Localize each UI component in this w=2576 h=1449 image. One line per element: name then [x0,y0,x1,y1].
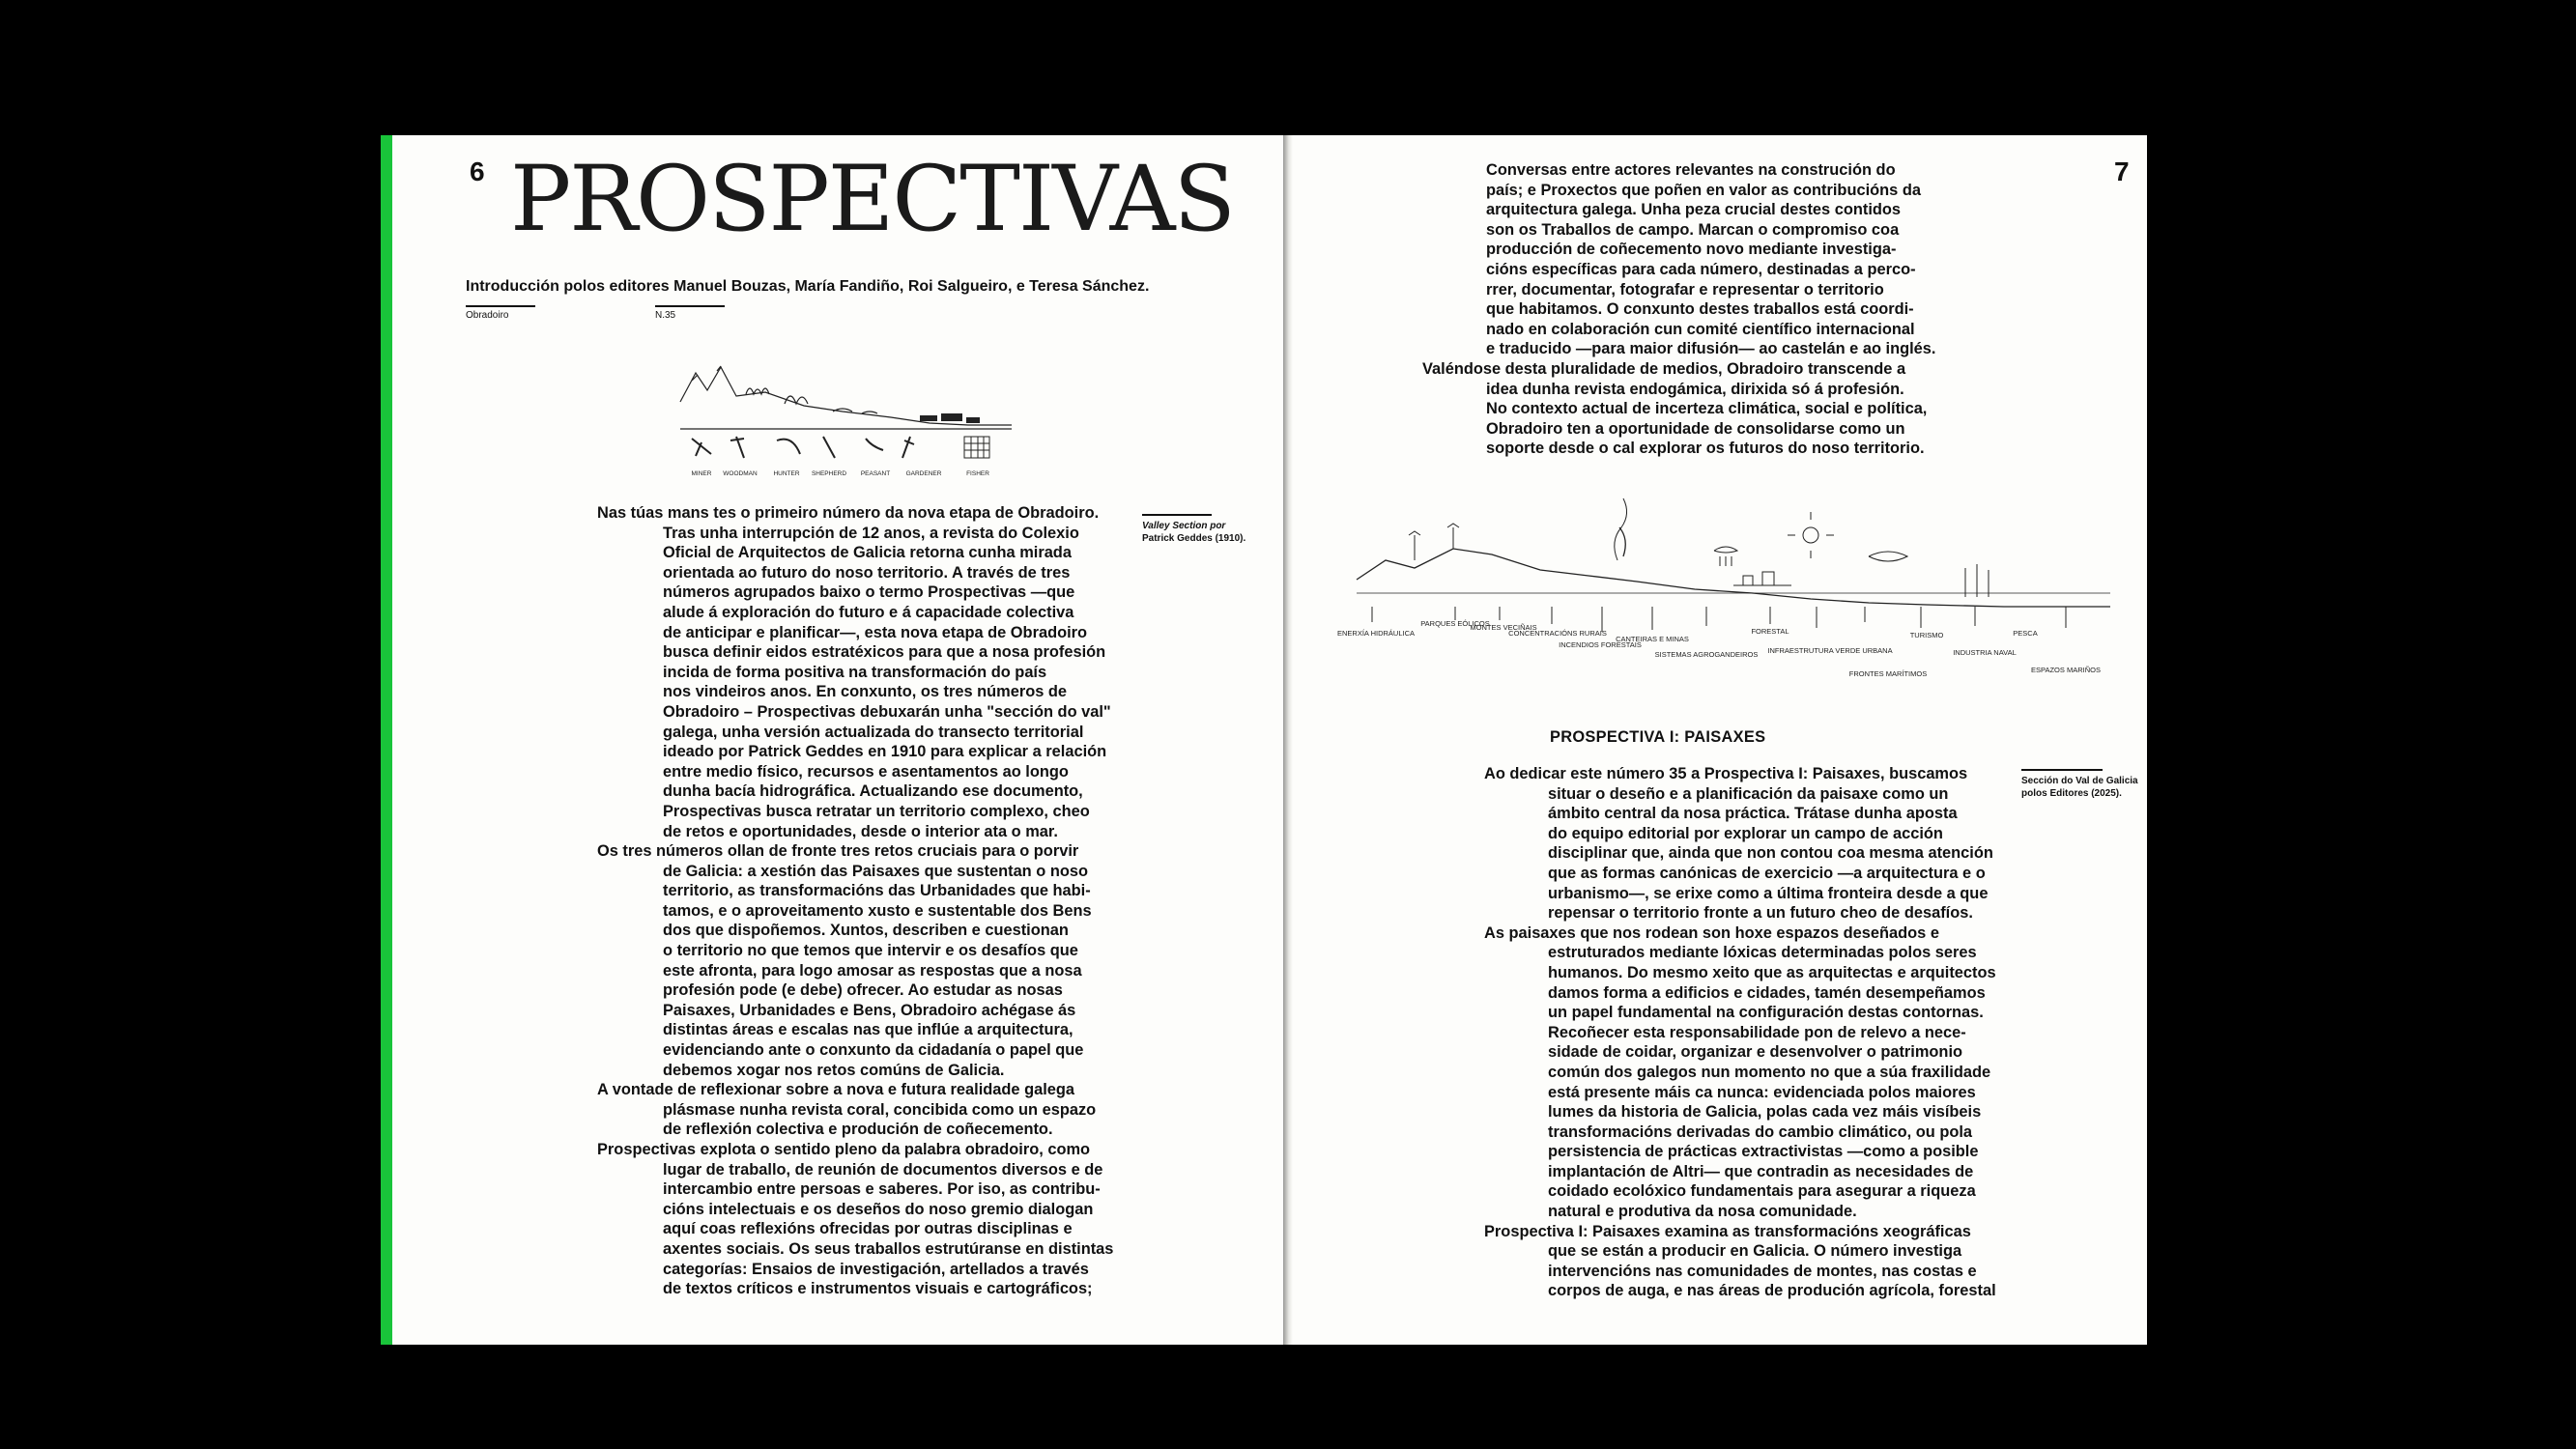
meta-publication: Obradoiro [466,305,535,321]
paragraph-line: alude á exploración do futuro e á capacidade colectiva [663,603,1074,621]
paragraph-line: axentes sociais. Os seus traballos estrutúranse en distintas [663,1239,1114,1258]
paragraph-line: galega, unha versión actualizada do transecto territorial [663,723,1084,741]
paragraph-line: idea dunha revista endogámica, dirixida só á profesión. [1486,380,1904,398]
paragraph-line: humanos. Do mesmo xeito que as arquitectas e arquitectos [1548,963,1996,981]
left-page [381,135,1283,1345]
sketch-label-peasant: PEASANT [860,470,891,477]
galicia-valley-section-illustration [1336,493,2120,715]
paragraph-line: intervencións nas comunidades de montes, nas costas e [1548,1262,1977,1280]
paragraph-line: aquí coas reflexións ofrecidas por outras disciplinas e [663,1220,1073,1238]
sketch-label-woodman: WOODMAN [723,470,758,477]
paragraph-line: de textos críticos e instrumentos visuais e cartográficos; [663,1280,1093,1298]
paragraph-first-line: Prospectiva I: Paisaxes examina as transformacións xeográficas [1484,1222,1971,1240]
paragraph-line: entre medio físico, recursos e asentamentos ao longo [663,762,1069,781]
paragraph-line: producción de coñecemento novo mediante investiga- [1486,241,1897,259]
paragraph-line: estruturados mediante lóxicas determinadas polos seres [1548,944,1977,962]
sketch-label-forestal: FORESTAL [1751,627,1789,636]
paragraph-line: Tras unha interrupción de 12 anos, a revista do Colexio [663,524,1079,542]
paragraph-line: transformacións derivadas do cambio climático, ou pola [1548,1122,1973,1141]
paragraph-line: disciplinar que, ainda que non contou coa mesma atención [1548,844,1993,863]
paragraph-line: soporte desde o cal explorar os futuros do noso territorio. [1486,440,1925,458]
paragraph-line: situar o deseño e a planificación da paisaxe como un [1548,784,1949,803]
sketch-label-canteiras: CANTEIRAS E MINAS [1616,635,1689,643]
paragraph-line: de reflexión colectiva e produción de coñecemento. [663,1121,1053,1139]
intro-line: Introducción polos editores Manuel Bouzas, María Fandiño, Roi Salgueiro, e Teresa Sánchez. [466,278,1150,295]
right-page [1293,135,2147,1345]
paragraph-line: Obradoiro – Prospectivas debuxarán unha "sección do val" [663,702,1111,721]
sketch-label-agrogandeiros: SISTEMAS AGROGANDEIROS [1654,650,1759,659]
paragraph-line: busca definir eidos estratéxicos para que a nosa profesión [663,643,1106,662]
paragraph-line: sidade de coidar, organizar e desenvolver o patrimonio [1548,1043,1963,1062]
sketch-label-hunter: HUNTER [773,470,800,477]
paragraph-line: Conversas entre actores relevantes na construción do [1486,161,1896,179]
section-subhead: PROSPECTIVA I: PAISAXES [1550,728,1766,746]
valley-section-illustration [678,354,1016,489]
paragraph-line: No contexto actual de incerteza climática, social e política, [1486,400,1928,418]
paragraph-line: Oficial de Arquitectos de Galicia retorna cunha mirada [663,544,1072,562]
sketch-label-turismo: TURISMO [1909,631,1944,639]
sketch-label-concentracions: CONCENTRACIÓNS RURAIS [1508,629,1607,638]
sketch-label-shepherd: SHEPHERD [811,470,847,477]
paragraph-line: territorio, as transformacións das Urbanidades que habi- [663,882,1091,900]
sketch-label-pesca: PESCA [2013,629,2038,638]
paragraph-line: dunha bacía hidrográfica. Actualizando ese documento, [663,782,1083,801]
sketch-label-incendios: INCENDIOS FORESTAIS [1559,640,1642,649]
paragraph-line: que as formas canónicas de exercicio —a arquitectura e o [1548,864,1986,882]
paragraph-line: de anticipar e planificar—, esta nova etapa de Obradoiro [663,623,1088,641]
page-title: PROSPECTIVAS [510,147,1234,252]
sketch-label-gardener: GARDENER [905,470,942,477]
paragraph-line: que habitamos. O conxunto destes traballos está coordi- [1486,300,1914,319]
paragraph-line: de Galicia: a xestión das Paisaxes que sustentan o noso [663,862,1088,880]
left-body-text [597,503,1113,1299]
right-body-text [1484,764,1996,1301]
paragraph-line: do equipo editorial por explorar un campo de acción [1548,824,1943,842]
paragraph-line: categorías: Ensaios de investigación, artellados a través [663,1260,1089,1278]
paragraph-line: que se están a producir en Galicia. O número investiga [1548,1242,1962,1261]
paragraph-line: rrer, documentar, fotografar e representar o territorio [1486,280,1884,298]
paragraph-line: dos que dispoñemos. Xuntos, describen e cuestionan [663,922,1069,940]
paragraph-line: un papel fundamental na configuración destas contornas. [1548,1004,1984,1022]
sketch-label-infraestrutura: INFRAESTRUTURA VERDE URBANA [1767,646,1893,655]
paragraph-line: plásmase nunha revista coral, concibida como un espazo [663,1100,1097,1119]
paragraph-first-line: Nas túas mans tes o primeiro número da nova etapa de Obradoiro. [597,504,1100,522]
right-top-text [1422,160,1936,459]
paragraph-line: evidenciando ante o conxunto da cidadanía o papel que [663,1041,1084,1060]
paragraph-line: lugar de traballo, de reunión de documentos diversos e de [663,1160,1103,1179]
paragraph-line: intercambio entre persoas e saberes. Por iso, as contribu- [663,1180,1101,1199]
sketch-label-hidraulica: ENERXÍA HIDRÁULICA [1336,629,1416,638]
paragraph-line: persistencia de prácticas extractivistas —como a posible [1548,1143,1979,1161]
paragraph-line: país; e Proxectos que poñen en valor as contribucións da [1486,181,1921,199]
book-gutter [1283,135,1293,1345]
paragraph-line: Prospectivas busca retratar un territorio complexo, cheo [663,802,1090,820]
paragraph-line: nado en colaboración cun comité científico internacional [1486,320,1915,338]
paragraph-line: está presente máis ca nunca: evidenciada polos maiores [1548,1083,1976,1101]
sketch-label-montes: MONTES VECIÑAIS [1470,623,1537,632]
paragraph-line: o territorio no que temos que intervir e os desafíos que [663,942,1078,960]
paragraph-first-line: As paisaxes que nos rodean son hoxe espazos deseñados e [1484,923,1939,942]
paragraph-line: común dos galegos nun momento no que a súa fraxilidade [1548,1063,1991,1081]
paragraph-line: distintas áreas e escalas nas que inflúe a arquitectura, [663,1021,1073,1039]
paragraph-line: Obradoiro ten a oportunidade de consolidarse como un [1486,419,1905,438]
paragraph-first-line: A vontade de reflexionar sobre a nova e futura realidade galega [597,1081,1074,1099]
paragraph-line: incida de forma positiva na transformación do país [663,663,1047,681]
paragraph-line: números agrupados baixo o termo Prospectivas —que [663,583,1075,602]
paragraph-line: ideado por Patrick Geddes en 1910 para explicar a relación [663,743,1107,761]
sketch-label-eolicos: PARQUES EÓLICOS [1420,619,1490,628]
paragraph-line: e traducido —para maior difusión— ao castelán e ao inglés. [1486,340,1936,358]
paragraph-line: urbanismo—, se erixe como a última fronteira desde a que [1548,884,1989,902]
paragraph-line: natural e produtiva da nosa comunidade. [1548,1203,1857,1221]
paragraph-line: cións específicas para cada número, destinadas a perco- [1486,260,1916,278]
sketch-label-naval: INDUSTRIA NAVAL [1953,648,2017,657]
paragraph-line: profesión pode (e debe) ofrecer. Ao estudar as nosas [663,981,1063,1000]
paragraph-line: son os Traballos de campo. Marcan o compromiso coa [1486,220,1900,239]
page-number-left: 6 [470,156,485,186]
paragraph-line: debemos xogar nos retos comúns de Galicia. [663,1061,1005,1079]
paragraph-line: corpos de auga, e nas áreas de produción agrícola, forestal [1548,1282,1996,1300]
paragraph-line: damos forma a edificios e cidades, tamén desempeñamos [1548,983,1986,1002]
paragraph-line: lumes da historia de Galicia, polas cada vez máis visíbeis [1548,1103,1982,1122]
meta-issue-number: N.35 [655,305,725,321]
paragraph-line: orientada ao futuro do noso territorio. A través de tres [663,563,1071,582]
sketch-label-miner: MINER [691,470,712,477]
sketch-label-fisher: FISHER [966,470,989,477]
sketch-label-frontes: FRONTES MARÍTIMOS [1848,669,1928,678]
paragraph-line: de retos e oportunidades, desde o interior ata o mar. [663,822,1058,840]
paragraph-line: nos vindeiros anos. En conxunto, os tres números de [663,683,1068,701]
sketch-label-marinos: ESPAZOS MARIÑOS [2031,666,2101,674]
paragraph-first-line: Os tres números ollan de fronte tres retos cruciais para o porvir [597,842,1079,861]
paragraph-line: cións intelectuais e os deseños do noso gremio dialogan [663,1200,1094,1218]
paragraph-first-line: Prospectivas explota o sentido pleno da palabra obradoiro, como [597,1141,1091,1158]
figure-caption-galicia: Sección do Val de Galicia polos Editores (2025). [2021,769,2103,800]
paragraph-line: repensar o territorio fronte a un futuro cheo de desafíos. [1548,904,1973,923]
paragraph-line: ámbito central da nosa práctica. Trátase dunha aposta [1548,805,1958,823]
paragraph-line: tamos, e o aproveitamento xusto e sustentable dos Bens [663,901,1092,920]
paragraph-line: Paisaxes, Urbanidades e Bens, Obradoiro achégase ás [663,1001,1076,1019]
paragraph-line: este afronta, para logo amosar as respostas que a nosa [663,961,1082,980]
page-number-right: 7 [2114,156,2130,186]
paragraph-line: coidado ecolóxico fundamentais para asegurar a riqueza [1548,1182,1976,1201]
figure-caption-geddes: Valley Section por Patrick Geddes (1910). [1142,514,1212,545]
paragraph-line: arquitectura galega. Unha peza crucial destes contidos [1486,201,1902,219]
paragraph-first-line: Valéndose desta pluralidade de medios, Obradoiro transcende a [1422,359,1906,378]
paragraph-line: implantación de Altri— que contradin as necesidades de [1548,1162,1974,1180]
paragraph-line: Recoñecer esta responsabilidade pon de relevo a nece- [1548,1023,1966,1041]
paragraph-first-line: Ao dedicar este número 35 a Prospectiva I: Paisaxes, buscamos [1484,765,1968,782]
